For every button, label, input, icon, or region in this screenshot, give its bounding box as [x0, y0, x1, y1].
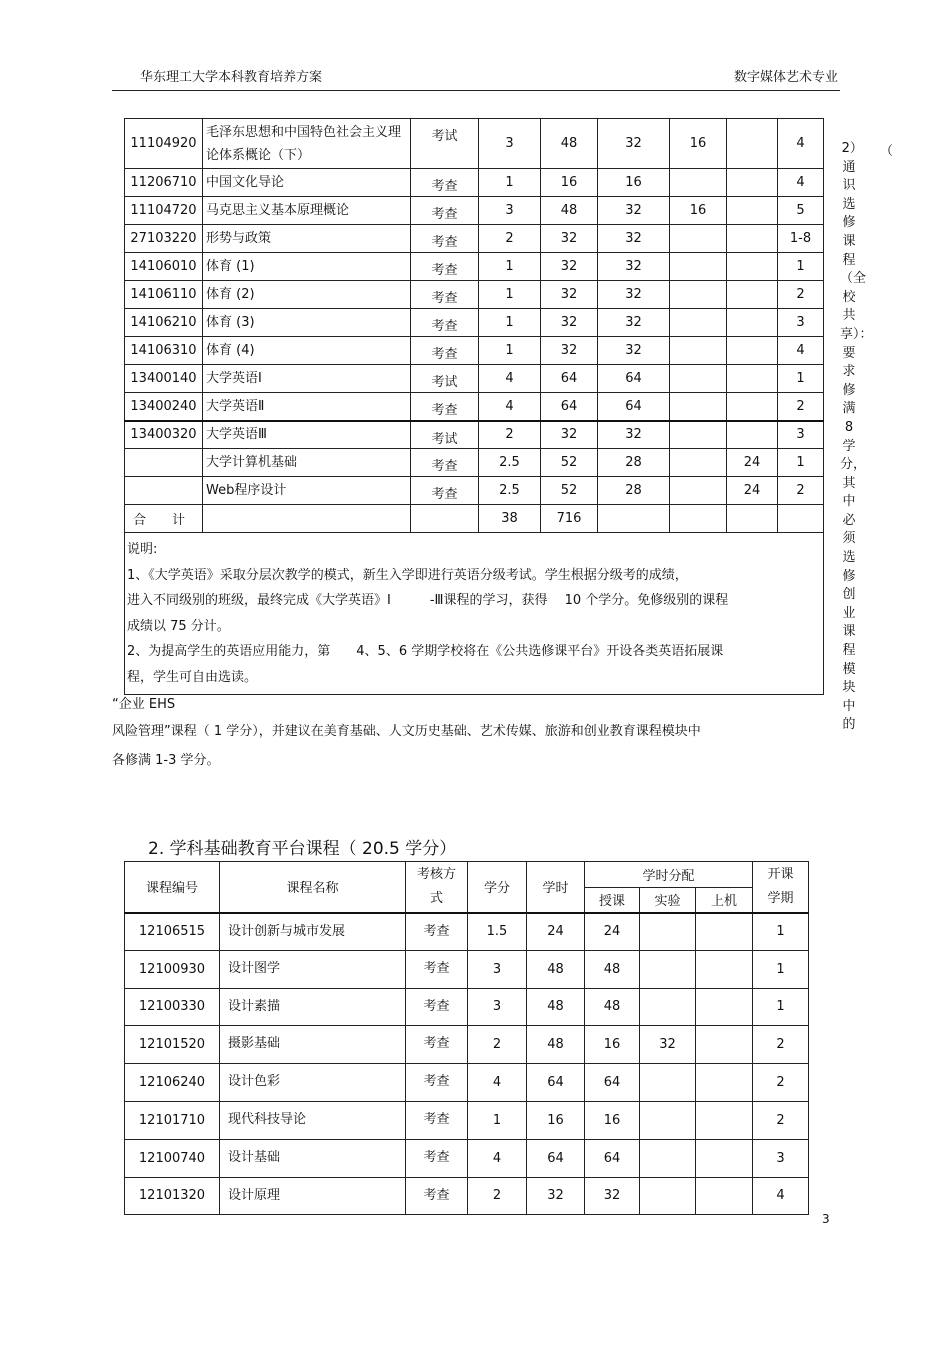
- cell-credit: 4: [468, 1139, 527, 1177]
- cell-credit: 1: [479, 337, 541, 365]
- cell-lab: [670, 225, 727, 253]
- cell-exam: 考查: [411, 169, 479, 197]
- cell-code: 12100740: [125, 1139, 220, 1177]
- cell-exam: 考查: [406, 950, 468, 988]
- general-courses-table: [124, 118, 824, 695]
- cell-lecture: 32: [598, 309, 670, 337]
- cell-exam: 考查: [411, 253, 479, 281]
- cell-term: 3: [753, 1139, 809, 1177]
- cell-term: 4: [778, 337, 824, 365]
- cell-lab: [670, 337, 727, 365]
- cell-code: 12100330: [125, 988, 220, 1026]
- cell-code: 11206710: [125, 169, 203, 197]
- cell-code: 13400320: [125, 421, 203, 449]
- cell-name: 大学英语Ⅰ: [203, 365, 411, 393]
- cell-lecture: 24: [585, 913, 640, 951]
- table-row: [125, 337, 824, 365]
- cell-exam: 考查: [406, 1101, 468, 1139]
- cell-lecture: 48: [585, 950, 640, 988]
- table-row: [125, 950, 809, 988]
- cell-term: 2: [778, 393, 824, 421]
- cell-lab: [670, 281, 727, 309]
- cell-name: 设计素描: [220, 988, 406, 1026]
- cell-lecture: 64: [585, 1064, 640, 1102]
- cell-exam: 考查: [411, 477, 479, 505]
- cell-computer: [696, 950, 753, 988]
- header-credit: 学分: [468, 862, 527, 913]
- cell-term: 2: [753, 1026, 809, 1064]
- cell-credit: 1: [479, 169, 541, 197]
- table-row: [125, 449, 824, 477]
- cell-lab: 32: [640, 1026, 696, 1064]
- cell-code: [125, 477, 203, 505]
- cell-exam: 考查: [406, 1064, 468, 1102]
- cell-lecture: 32: [598, 225, 670, 253]
- cell-credit: 3: [468, 950, 527, 988]
- cell-term: 4: [778, 119, 824, 169]
- cell-term: 2: [778, 281, 824, 309]
- cell-term: 1: [753, 913, 809, 951]
- total-label: 合 计: [125, 505, 203, 533]
- cell-computer: [727, 337, 778, 365]
- cell-name: 设计原理: [220, 1177, 406, 1215]
- cell-code: 11104720: [125, 197, 203, 225]
- cell-hours: 32: [541, 337, 598, 365]
- cell-computer: [696, 1177, 753, 1215]
- cell-hours: 64: [527, 1139, 585, 1177]
- cell-credit: 2.5: [479, 449, 541, 477]
- notes-line: 进入不同级别的班级，最终完成《大学英语》Ⅰ -Ⅲ课程的学习，获得 10 个学分。免修级别的课程: [127, 593, 729, 608]
- cell-credit: 1.5: [468, 913, 527, 951]
- cell-term: 2: [753, 1064, 809, 1102]
- cell-term: 2: [753, 1101, 809, 1139]
- section-title: 2. 学科基础教育平台课程（ 20.5 学分）: [148, 839, 457, 859]
- header-rule: [112, 90, 840, 91]
- paragraph-line-1: “企业 EHS: [112, 697, 176, 712]
- cell-name: 大学英语Ⅱ: [203, 393, 411, 421]
- header-alloc: 学时分配: [585, 862, 753, 888]
- cell-lecture: 64: [598, 365, 670, 393]
- table-row: [125, 1101, 809, 1139]
- notes-line: 1、《大学英语》采取分层次教学的模式，新生入学即进行英语分级考试。学生根据分级考的成绩，: [127, 567, 688, 583]
- cell-exam: 考查: [411, 197, 479, 225]
- cell-name: 形势与政策: [203, 225, 411, 253]
- notes-row: [125, 533, 824, 695]
- cell-lecture: 32: [598, 337, 670, 365]
- header-lab: 实验: [640, 888, 696, 913]
- cell-hours: 64: [527, 1064, 585, 1102]
- cell-lab: [670, 421, 727, 449]
- cell-term: 1: [778, 253, 824, 281]
- cell-code: [125, 449, 203, 477]
- cell-name: 设计图学: [220, 950, 406, 988]
- cell-name: 体育 (2): [203, 281, 411, 309]
- cell-hours: 32: [541, 253, 598, 281]
- cell-hours: 16: [527, 1101, 585, 1139]
- cell-term: 2: [778, 477, 824, 505]
- cell-exam: 考查: [411, 309, 479, 337]
- cell-credit: 1: [479, 253, 541, 281]
- cell-exam: 考查: [406, 913, 468, 951]
- cell-code: 11104920: [125, 119, 203, 169]
- cell-credit: 4: [468, 1064, 527, 1102]
- cell-credit: 2: [468, 1026, 527, 1064]
- table-row: [125, 169, 824, 197]
- cell-exam: 考查: [411, 337, 479, 365]
- cell-computer: [696, 1064, 753, 1102]
- page-number: 3: [822, 1212, 830, 1226]
- cell-lab: [670, 169, 727, 197]
- cell-hours: 16: [541, 169, 598, 197]
- cell-lecture: 48: [585, 988, 640, 1026]
- cell-name: 体育 (1): [203, 253, 411, 281]
- cell-hours: 32: [541, 309, 598, 337]
- table-row: [125, 309, 824, 337]
- header-name: 课程名称: [220, 862, 406, 913]
- cell-code: 14106010: [125, 253, 203, 281]
- table-row: [125, 253, 824, 281]
- cell-hours: 52: [541, 477, 598, 505]
- table-row: [125, 1139, 809, 1177]
- cell-term: 1: [753, 950, 809, 988]
- table-row: [125, 119, 824, 169]
- cell-term: 3: [778, 309, 824, 337]
- cell-term: 1: [778, 365, 824, 393]
- cell-computer: [727, 421, 778, 449]
- table-row: [125, 988, 809, 1026]
- cell-exam: 考试: [411, 119, 479, 169]
- cell-hours: 32: [527, 1177, 585, 1215]
- cell-lab: [670, 477, 727, 505]
- cell-lecture: 28: [598, 449, 670, 477]
- cell-computer: [727, 281, 778, 309]
- cell-lecture: 64: [585, 1139, 640, 1177]
- cell-lecture: 16: [585, 1026, 640, 1064]
- table-row: [125, 281, 824, 309]
- cell-credit: 2: [479, 421, 541, 449]
- cell-term: 1: [753, 988, 809, 1026]
- cell-exam: 考试: [411, 421, 479, 449]
- cell-term: 1-8: [778, 225, 824, 253]
- cell-credit: 1: [479, 309, 541, 337]
- cell-hours: 48: [527, 950, 585, 988]
- cell-code: 13400240: [125, 393, 203, 421]
- notes-line: 程，学生可自由选读。: [127, 669, 258, 685]
- cell-lab: [670, 449, 727, 477]
- cell-lab: [670, 393, 727, 421]
- paragraph-line-2: 风险管理”课程（ 1 学分），并建议在美育基础、人文历史基础、艺术传媒、旅游和创业教育课程模块中: [112, 724, 701, 739]
- cell-lecture: 32: [598, 119, 670, 169]
- cell-computer: [727, 309, 778, 337]
- notes-cell: [125, 533, 824, 695]
- cell-name: 现代科技导论: [220, 1101, 406, 1139]
- header-lecture: 授课: [585, 888, 640, 913]
- cell-term: 4: [753, 1177, 809, 1215]
- cell-credit: 3: [468, 988, 527, 1026]
- cell-code: 12101710: [125, 1101, 220, 1139]
- header-computer: 上机: [696, 888, 753, 913]
- total-credit: 38: [479, 505, 541, 533]
- cell-credit: 2.5: [479, 477, 541, 505]
- cell-name: 设计创新与城市发展: [220, 913, 406, 951]
- table-row: [125, 1177, 809, 1215]
- discipline-courses-table: [124, 861, 809, 1215]
- cell-hours: 48: [541, 197, 598, 225]
- total-row: [125, 505, 824, 533]
- total-hours: 716: [541, 505, 598, 533]
- cell-hours: 48: [541, 119, 598, 169]
- cell-code: 12106515: [125, 913, 220, 951]
- cell-lecture: 32: [585, 1177, 640, 1215]
- cell-lecture: 32: [598, 421, 670, 449]
- cell-computer: [727, 169, 778, 197]
- cell-lecture: 64: [598, 393, 670, 421]
- cell-name: 马克思主义基本原理概论: [203, 197, 411, 225]
- cell-lab: [640, 1177, 696, 1215]
- cell-code: 27103220: [125, 225, 203, 253]
- cell-code: 14106210: [125, 309, 203, 337]
- notes-line: 说明:: [127, 542, 158, 557]
- cell-computer: [696, 913, 753, 951]
- table-row: [125, 477, 824, 505]
- cell-computer: [696, 1101, 753, 1139]
- cell-name: 体育 (4): [203, 337, 411, 365]
- header-exam: 考核方式: [406, 862, 468, 913]
- cell-computer: [727, 365, 778, 393]
- cell-lecture: 32: [598, 281, 670, 309]
- side-note-paren: （: [880, 144, 894, 159]
- cell-computer: [727, 393, 778, 421]
- cell-computer: [727, 253, 778, 281]
- header-hours: 学时: [527, 862, 585, 913]
- cell-lab: [640, 1101, 696, 1139]
- cell-code: 12101520: [125, 1026, 220, 1064]
- cell-hours: 64: [541, 365, 598, 393]
- cell-name: 设计基础: [220, 1139, 406, 1177]
- cell-name: 设计色彩: [220, 1064, 406, 1102]
- cell-name: 大学计算机基础: [203, 449, 411, 477]
- cell-credit: 3: [479, 119, 541, 169]
- cell-name: 中国文化导论: [203, 169, 411, 197]
- cell-term: 4: [778, 169, 824, 197]
- cell-hours: 32: [541, 281, 598, 309]
- header-term: 开课学期: [753, 862, 809, 913]
- cell-hours: 48: [527, 1026, 585, 1064]
- cell-lab: [670, 365, 727, 393]
- table-row: [125, 225, 824, 253]
- cell-lab: [640, 950, 696, 988]
- table-row: [125, 393, 824, 421]
- notes-line: 2、为提高学生的英语应用能力，第 4、5、6 学期学校将在《公共选修课平台》开设各类英语拓展课: [127, 644, 724, 659]
- cell-credit: 1: [468, 1101, 527, 1139]
- table-row: [125, 421, 824, 449]
- cell-computer: [727, 197, 778, 225]
- cell-lab: 16: [670, 119, 727, 169]
- cell-code: 14106310: [125, 337, 203, 365]
- table-row: [125, 1026, 809, 1064]
- cell-term: 3: [778, 421, 824, 449]
- cell-computer: 24: [727, 477, 778, 505]
- header-right-title: 数字媒体艺术专业: [733, 70, 838, 85]
- cell-hours: 52: [541, 449, 598, 477]
- cell-lab: [640, 988, 696, 1026]
- notes-line: 成绩以 75 分计。: [127, 618, 230, 634]
- cell-name: 体育 (3): [203, 309, 411, 337]
- cell-lab: [670, 253, 727, 281]
- cell-hours: 32: [541, 421, 598, 449]
- cell-lecture: 32: [598, 253, 670, 281]
- cell-credit: 3: [479, 197, 541, 225]
- cell-credit: 4: [479, 393, 541, 421]
- table-row: [125, 1064, 809, 1102]
- cell-exam: 考查: [406, 1177, 468, 1215]
- header-code: 课程编号: [125, 862, 220, 913]
- cell-code: 13400140: [125, 365, 203, 393]
- cell-hours: 32: [541, 225, 598, 253]
- cell-lab: [640, 1139, 696, 1177]
- table-row: [125, 913, 809, 951]
- cell-hours: 48: [527, 988, 585, 1026]
- cell-exam: 考查: [406, 1139, 468, 1177]
- table-header-row: [125, 862, 809, 888]
- cell-computer: [727, 119, 778, 169]
- cell-computer: [696, 1139, 753, 1177]
- cell-code: 12101320: [125, 1177, 220, 1215]
- table-row: [125, 197, 824, 225]
- cell-lecture: 16: [585, 1101, 640, 1139]
- cell-name: 摄影基础: [220, 1026, 406, 1064]
- side-note-vertical: 2）通识选修课程（全校共享）：要求修满8学分，其中必须选修创业课程模块中的: [840, 141, 873, 733]
- cell-computer: [696, 988, 753, 1026]
- cell-term: 1: [778, 449, 824, 477]
- cell-credit: 1: [479, 281, 541, 309]
- cell-name: Web程序设计: [203, 477, 411, 505]
- cell-computer: 24: [727, 449, 778, 477]
- cell-lab: [640, 1064, 696, 1102]
- cell-code: 12100930: [125, 950, 220, 988]
- cell-lecture: 16: [598, 169, 670, 197]
- cell-lab: [640, 913, 696, 951]
- cell-term: 5: [778, 197, 824, 225]
- cell-exam: 考查: [411, 393, 479, 421]
- cell-exam: 考查: [406, 988, 468, 1026]
- cell-hours: 24: [527, 913, 585, 951]
- table-row: [125, 365, 824, 393]
- cell-computer: [727, 225, 778, 253]
- header-left-title: 华东理工大学本科教育培养方案: [140, 70, 323, 85]
- cell-exam: 考查: [411, 225, 479, 253]
- cell-credit: 4: [479, 365, 541, 393]
- cell-exam: 考查: [411, 449, 479, 477]
- cell-credit: 2: [479, 225, 541, 253]
- cell-computer: [696, 1026, 753, 1064]
- paragraph-line-3: 各修满 1-3 学分。: [112, 753, 220, 768]
- cell-exam: 考查: [406, 1026, 468, 1064]
- cell-name: 大学英语Ⅲ: [203, 421, 411, 449]
- cell-lab: [670, 309, 727, 337]
- cell-exam: 考试: [411, 365, 479, 393]
- cell-lab: 16: [670, 197, 727, 225]
- cell-lecture: 32: [598, 197, 670, 225]
- cell-credit: 2: [468, 1177, 527, 1215]
- cell-exam: 考查: [411, 281, 479, 309]
- cell-lecture: 28: [598, 477, 670, 505]
- cell-code: 12106240: [125, 1064, 220, 1102]
- cell-hours: 64: [541, 393, 598, 421]
- cell-name: 毛泽东思想和中国特色社会主义理论体系概论（下）: [203, 119, 411, 169]
- cell-code: 14106110: [125, 281, 203, 309]
